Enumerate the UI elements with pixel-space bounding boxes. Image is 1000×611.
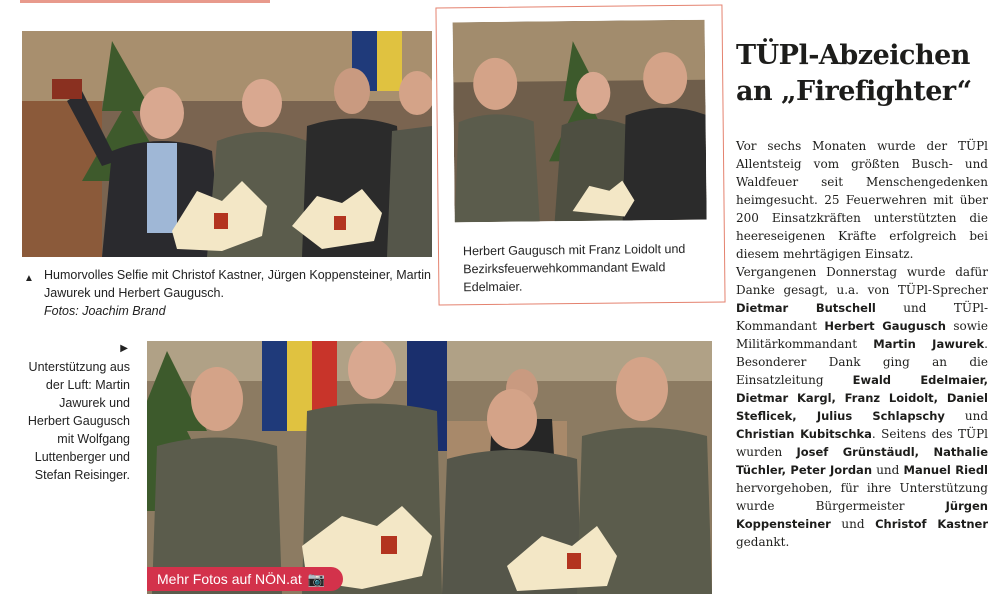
caption-selfie bbox=[24, 266, 444, 320]
caption-luft bbox=[20, 340, 130, 484]
more-photos-label: Mehr Fotos auf NÖN.at bbox=[157, 571, 302, 587]
photo-gaugusch bbox=[453, 20, 707, 223]
article-paragraph-1: Vor sechs Monaten wurde der TÜPl Allentsteig vom größten Busch- und Waldfeuer seit Menschengedenken heimgesucht. 25 Feuerwehren mit über 200 Einsatzkräften unterstützten die heereseigenen Kräfte erfolgreich bei diesem mehrtägigen Einsatz. bbox=[736, 139, 988, 261]
camera-icon: 📷 bbox=[307, 571, 326, 587]
caption-luft-text: Unterstützung aus der Luft: Martin Jawurek und Herbert Gaugusch mit Wolfgang Luttenberger und Stefan Reisinger. bbox=[27, 360, 130, 482]
name-gaugusch: Herbert Gaugusch bbox=[824, 319, 946, 333]
article-paragraph-2: Vergangenen Donnerstag wurde dafür Danke gesagt, u.a. von TÜPl-Sprecher Dietmar Butschell und TÜPl-Kommandant Herbert Gaugusch sowie Militärkommandant Martin Jawurek. Besonderer Dank ging an die Einsatzleitung Ewald Edelmaier, Dietmar Kargl, Franz Loidolt, Daniel Steflicek, Julius Schlapschy und Christian Kubitschka. Seitens des TÜPl wurden Josef Grünstäudl, Nathalie Tüchler, Peter Jordan und Manuel Riedl hervorgehoben, für ihre Unterstützung wurde Bürgermeister Jürgen Koppensteiner und Christof Kastner gedankt. bbox=[736, 265, 988, 549]
photo-group bbox=[147, 341, 712, 594]
name-butschell: Dietmar Butschell bbox=[736, 301, 876, 315]
headline-line-1: TÜPl-Abzeichen bbox=[736, 40, 970, 71]
caption-selfie-text: Humorvolles Selfie mit Christof Kastner, Jürgen Koppensteiner, Martin Jawurek und Herbert Gaugusch. bbox=[44, 268, 431, 300]
article-headline bbox=[736, 38, 996, 110]
caption-gaugusch: Herbert Gaugusch mit Franz Loidolt und Bezirksfeuerwehkommandant Ewald Edelmaier. bbox=[462, 241, 686, 295]
headline-line-2: an „Firefighter“ bbox=[736, 76, 972, 107]
photo-credit: Fotos: Joachim Brand bbox=[44, 304, 166, 318]
name-riedl: Manuel Riedl bbox=[903, 463, 988, 477]
photo-selfie bbox=[22, 31, 432, 257]
name-koppensteiner: Jürgen Koppensteiner bbox=[736, 499, 988, 531]
more-photos-link[interactable] bbox=[147, 567, 343, 591]
name-kubitschka: Christian Kubitschka bbox=[736, 427, 872, 441]
name-kastner: Christof Kastner bbox=[875, 517, 988, 531]
triangle-right-icon: ▶ bbox=[120, 343, 128, 354]
triangle-up-icon: ▲ bbox=[24, 273, 34, 284]
name-jawurek: Martin Jawurek bbox=[873, 337, 985, 351]
names-einsatzleitung: Ewald Edelmaier, Dietmar Kargl, Franz Loidolt, Daniel Steflicek, Julius Schlapschy bbox=[736, 373, 988, 423]
photo-card-gaugusch bbox=[435, 5, 725, 306]
article-body bbox=[736, 137, 988, 551]
top-rule bbox=[20, 0, 270, 3]
names-tuepl-staff: Josef Grünstäudl, Nathalie Tüchler, Peter Jordan bbox=[736, 445, 988, 477]
